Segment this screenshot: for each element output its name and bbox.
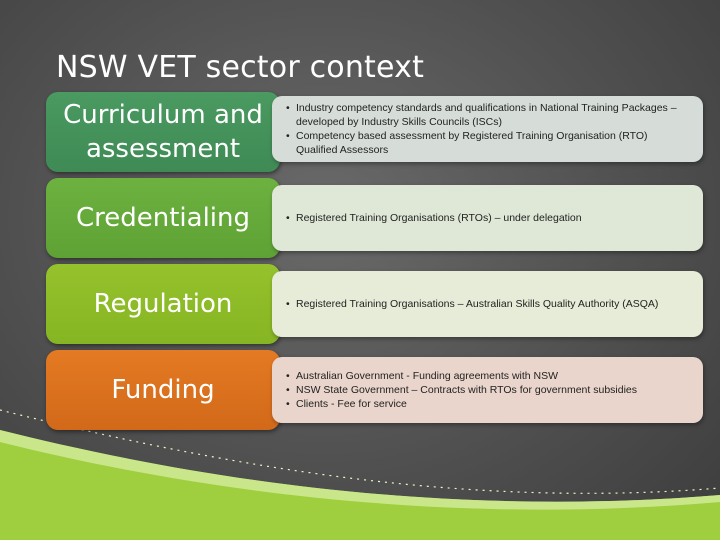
page-title: NSW VET sector context xyxy=(56,50,425,85)
curriculum-assessment-box xyxy=(46,92,280,172)
curriculum-assessment-label: Curriculum and assessment xyxy=(63,100,263,164)
list-item: • Registered Training Organisations (RTOs) – under delegation xyxy=(286,212,582,224)
regulation-label: Regulation xyxy=(93,289,233,319)
list-item: • NSW State Government – Contracts with RTOs for government subsidies xyxy=(286,384,637,396)
credentialing-box xyxy=(46,178,280,258)
list-item: • Clients - Fee for service xyxy=(286,398,407,410)
regulation-description xyxy=(272,271,703,337)
curriculum-assessment-description xyxy=(272,96,703,162)
funding-box xyxy=(46,350,280,430)
credentialing-description xyxy=(272,185,703,251)
funding-description xyxy=(272,357,703,423)
list-item: • Registered Training Organisations – Australian Skills Quality Authority (ASQA) xyxy=(286,298,659,310)
list-item: • Australian Government - Funding agreements with NSW xyxy=(286,370,559,382)
list-item: • Industry competency standards and qualifications in National Training Packages – developed by Industry Skills Councils (ISCs) xyxy=(286,102,677,128)
funding-label: Funding xyxy=(111,375,215,405)
list-item: • Competency based assessment by Registered Training Organisation (RTO) Qualified Assessors xyxy=(286,130,648,156)
regulation-box xyxy=(46,264,280,344)
credentialing-label: Credentialing xyxy=(75,203,251,233)
